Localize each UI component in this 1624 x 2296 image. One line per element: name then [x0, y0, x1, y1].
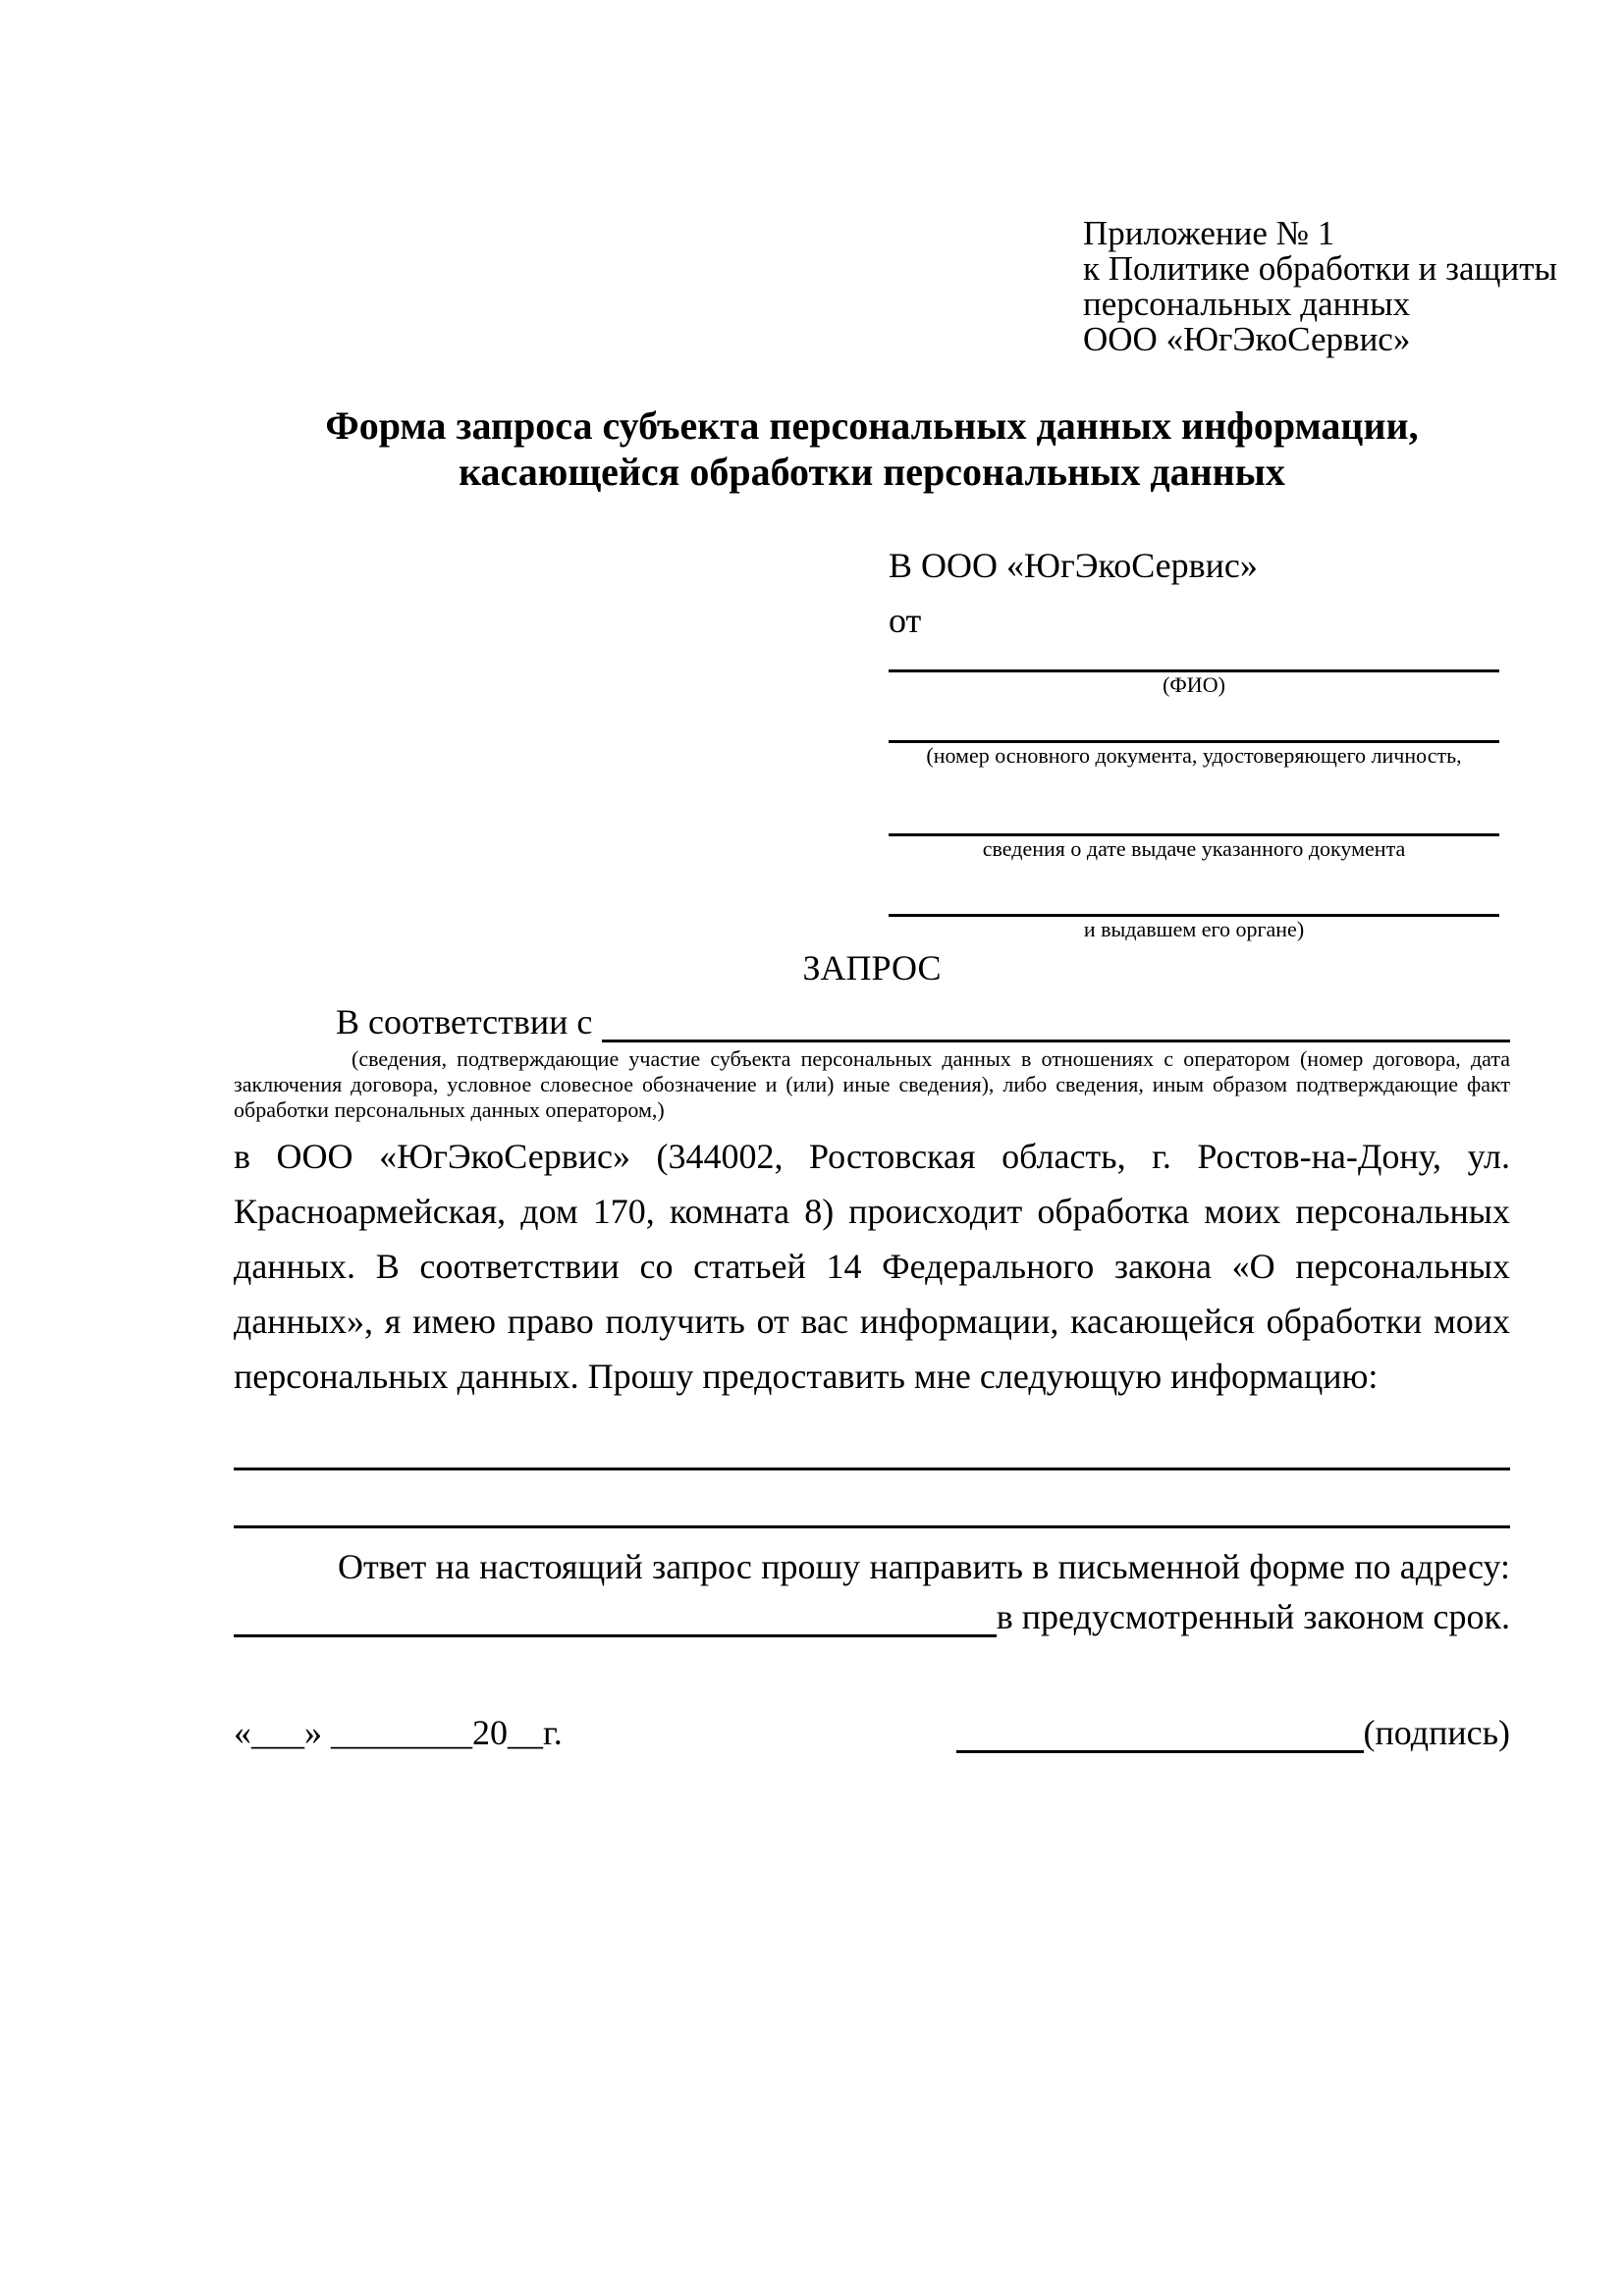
document-number-caption: (номер основного документа, удостоверяющего личность, — [926, 743, 1462, 768]
document-number-input-line[interactable] — [889, 698, 1499, 743]
accordance-line — [234, 997, 1510, 1042]
signature-caption: (подпись) — [1363, 1713, 1510, 1752]
document-title — [234, 402, 1510, 495]
request-heading: ЗАПРОС — [802, 948, 942, 988]
date-blank[interactable]: «___» ________20__г. — [234, 1713, 563, 1752]
reply-paragraph: Ответ на настоящий запрос прошу направить в письменной форме по адресу: — [338, 1547, 1510, 1586]
addressee-block — [889, 538, 1499, 942]
info-input-line-2[interactable] — [234, 1525, 1510, 1528]
fio-input-line[interactable] — [889, 648, 1499, 672]
body-paragraph: в ООО «ЮгЭкоСервис» (344002, Ростовская область, г. Ростов-на-Дону, ул. Красноармейская, дом 170, комната 8) происходит обработка моих персональных данных. В соответствии со статьей 14 Федерального закона «О персональных данных», я имею право получить от вас информации, касающейся обработки моих персональных данных. Прошу предоставить мне следующую информацию: — [234, 1137, 1510, 1396]
signature-input-line[interactable] — [956, 1750, 1364, 1753]
address-row — [234, 1592, 1510, 1637]
accordance-input-line[interactable] — [602, 1040, 1510, 1042]
date-signature-row — [234, 1710, 1510, 1753]
addressee-to: В ООО «ЮгЭкоСервис» — [889, 546, 1258, 585]
appendix-note-line-3: персональных данных — [1083, 285, 1411, 323]
signature-group — [956, 1712, 1510, 1753]
address-input-line[interactable] — [234, 1634, 997, 1637]
addressee-from: от — [889, 601, 922, 640]
accordance-lead: В соответствии с — [336, 1002, 593, 1041]
info-input-line-1[interactable] — [234, 1468, 1510, 1470]
issuing-authority-caption: и выдавшем его органе) — [1083, 917, 1305, 941]
issue-date-caption: сведения о дате выдаче указанного документа — [982, 836, 1406, 861]
appendix-note-line-1: Приложение № 1 — [1083, 214, 1335, 252]
appendix-note-line-4: ООО «ЮгЭкоСервис» — [1083, 320, 1411, 358]
reply-tail: в предусмотренный законом срок. — [996, 1597, 1510, 1636]
document-title-line-1: Форма запроса субъекта персональных данных информации, — [325, 403, 1419, 448]
document-title-line-2: касающейся обработки персональных данных — [459, 450, 1285, 494]
appendix-note — [1083, 216, 1557, 357]
fio-caption: (ФИО) — [1163, 672, 1225, 697]
issue-date-input-line[interactable] — [889, 769, 1499, 836]
issuing-authority-input-line[interactable] — [889, 862, 1499, 917]
accordance-note: (сведения, подтверждающие участие субъекта персональных данных в отношениях с оператором (номер договора, дата заключения договора, условное словесное обозначение и (или) иные сведения), либо сведения, иным образом подтверждающие факт обработки персональных данных оператором,) — [234, 1046, 1510, 1122]
appendix-note-line-2: к Политике обработки и защиты — [1083, 249, 1558, 288]
